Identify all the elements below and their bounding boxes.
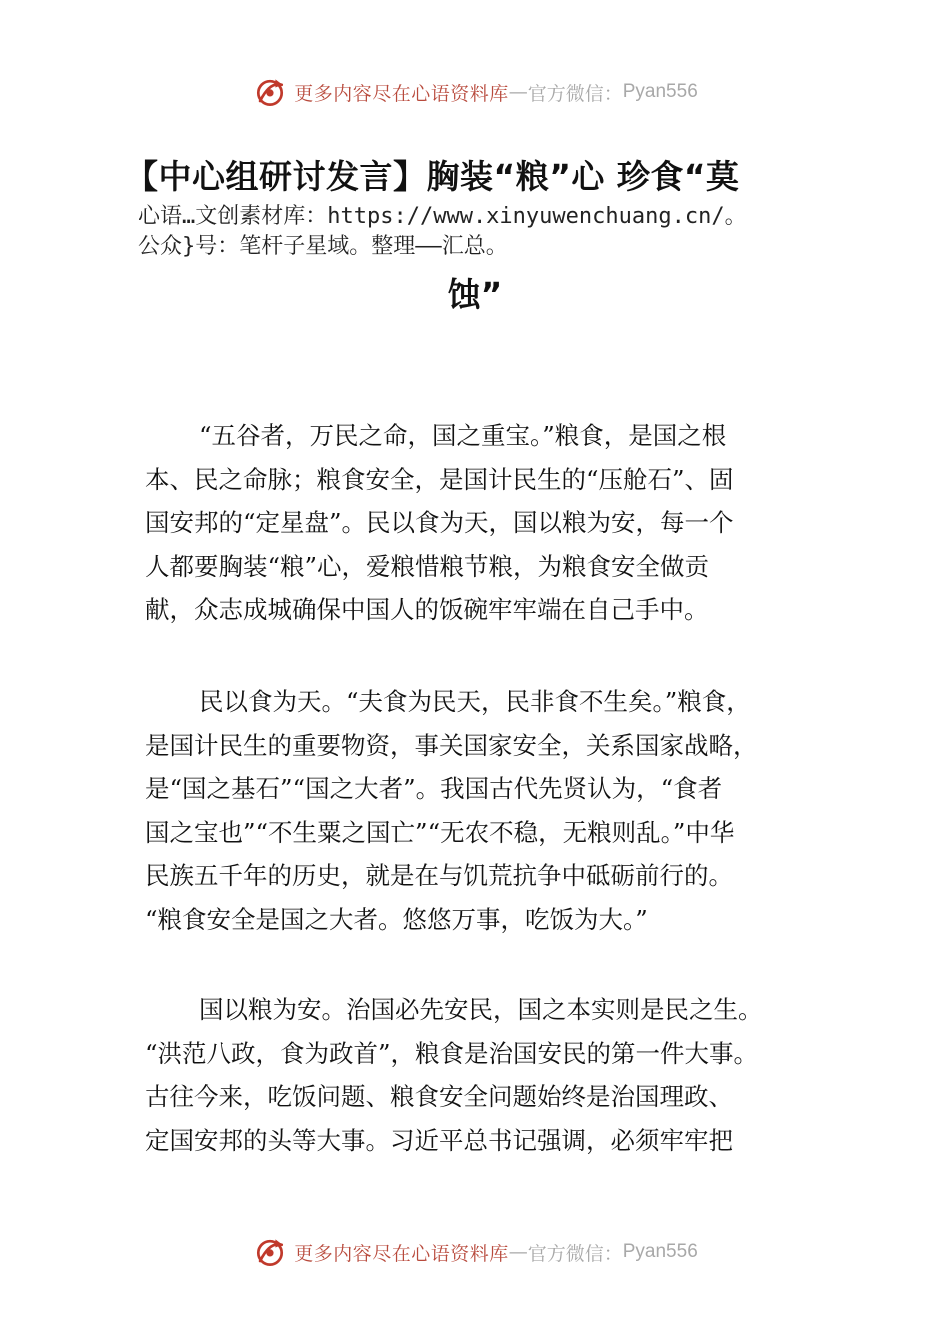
paragraph-line: 国之宝也”“不生粟之国亡”“无农不稳，无粮则乱。”中华	[145, 817, 735, 847]
paragraph-line: 民族五千年的历史，就是在与饥荒抗争中砥砺前行的。	[145, 861, 733, 890]
banner-dash: —	[508, 1241, 528, 1263]
watermark-line1: 心语…文创素材库：https://www.xinyuwenchuang.cn/。	[138, 204, 747, 229]
body-paragraph-2	[145, 680, 825, 941]
paragraph-line: 人都要胸装“粮”心，爱粮惜粮节粮，为粮食安全做贡	[145, 551, 710, 581]
body-paragraph-3	[145, 988, 825, 1162]
paragraph-line: 献，众志成城确保中国人的饭碗牢牢端在自己手中。	[145, 595, 709, 624]
body-paragraph-1	[145, 414, 825, 632]
paragraph-line: 国以粮为安。治国必先安民，国之本实则是民之生。	[199, 995, 763, 1024]
paragraph-line: “粮食安全是国之大者。悠悠万事，吃饭为大。”	[145, 904, 648, 934]
paragraph-line: 是国计民生的重要物资，事关国家安全，关系国家战略，	[145, 730, 758, 760]
document-title-line1: 【中心组研讨发言】胸装“粮”心 珍食“莫	[125, 157, 740, 196]
paragraph-line: “五谷者，万民之命，国之重宝。”粮食，是国之根	[199, 421, 727, 450]
banner-wechat-label: 官方微信：	[527, 1242, 623, 1265]
paragraph-line: 民以食为天。“夫食为民天，民非食不生矣。”粮食，	[199, 687, 751, 716]
header-banner	[0, 72, 950, 112]
banner-wechat-label: 官方微信：	[527, 82, 623, 105]
footer-banner	[0, 1232, 950, 1272]
banner-promo-text: 更多内容尽在心语资料库	[294, 82, 509, 105]
paragraph-line: 国安邦的“定星盘”。民以食为天，国以粮为安，每一个	[145, 508, 734, 537]
paragraph-line: 本、民之命脉；粮食安全，是国计民生的“压舱石”、固	[145, 464, 734, 494]
paragraph-line: 古往今来，吃饭问题、粮食安全问题始终是治国理政、	[145, 1082, 733, 1111]
paragraph-line: 定国安邦的头等大事。习近平总书记强调，必须牢牢把	[145, 1125, 733, 1155]
brand-logo-icon	[252, 1234, 288, 1270]
brand-logo-icon	[252, 74, 288, 110]
banner-wechat-id: Pyan556	[622, 1241, 698, 1262]
document-title-line2: 蚀”	[447, 275, 503, 314]
watermark-line2: 公众}号：笔杆子星域。整理——汇总。	[138, 234, 508, 259]
paragraph-line: 是“国之基石”“国之大者”。我国古代先贤认为，“食者	[145, 774, 723, 803]
paragraph-line: “洪范八政，食为政首”，粮食是治国安民的第一件大事。	[145, 1038, 759, 1068]
banner-dash: —	[508, 81, 528, 103]
banner-wechat-id: Pyan556	[622, 81, 698, 102]
banner-promo-text: 更多内容尽在心语资料库	[294, 1242, 509, 1265]
